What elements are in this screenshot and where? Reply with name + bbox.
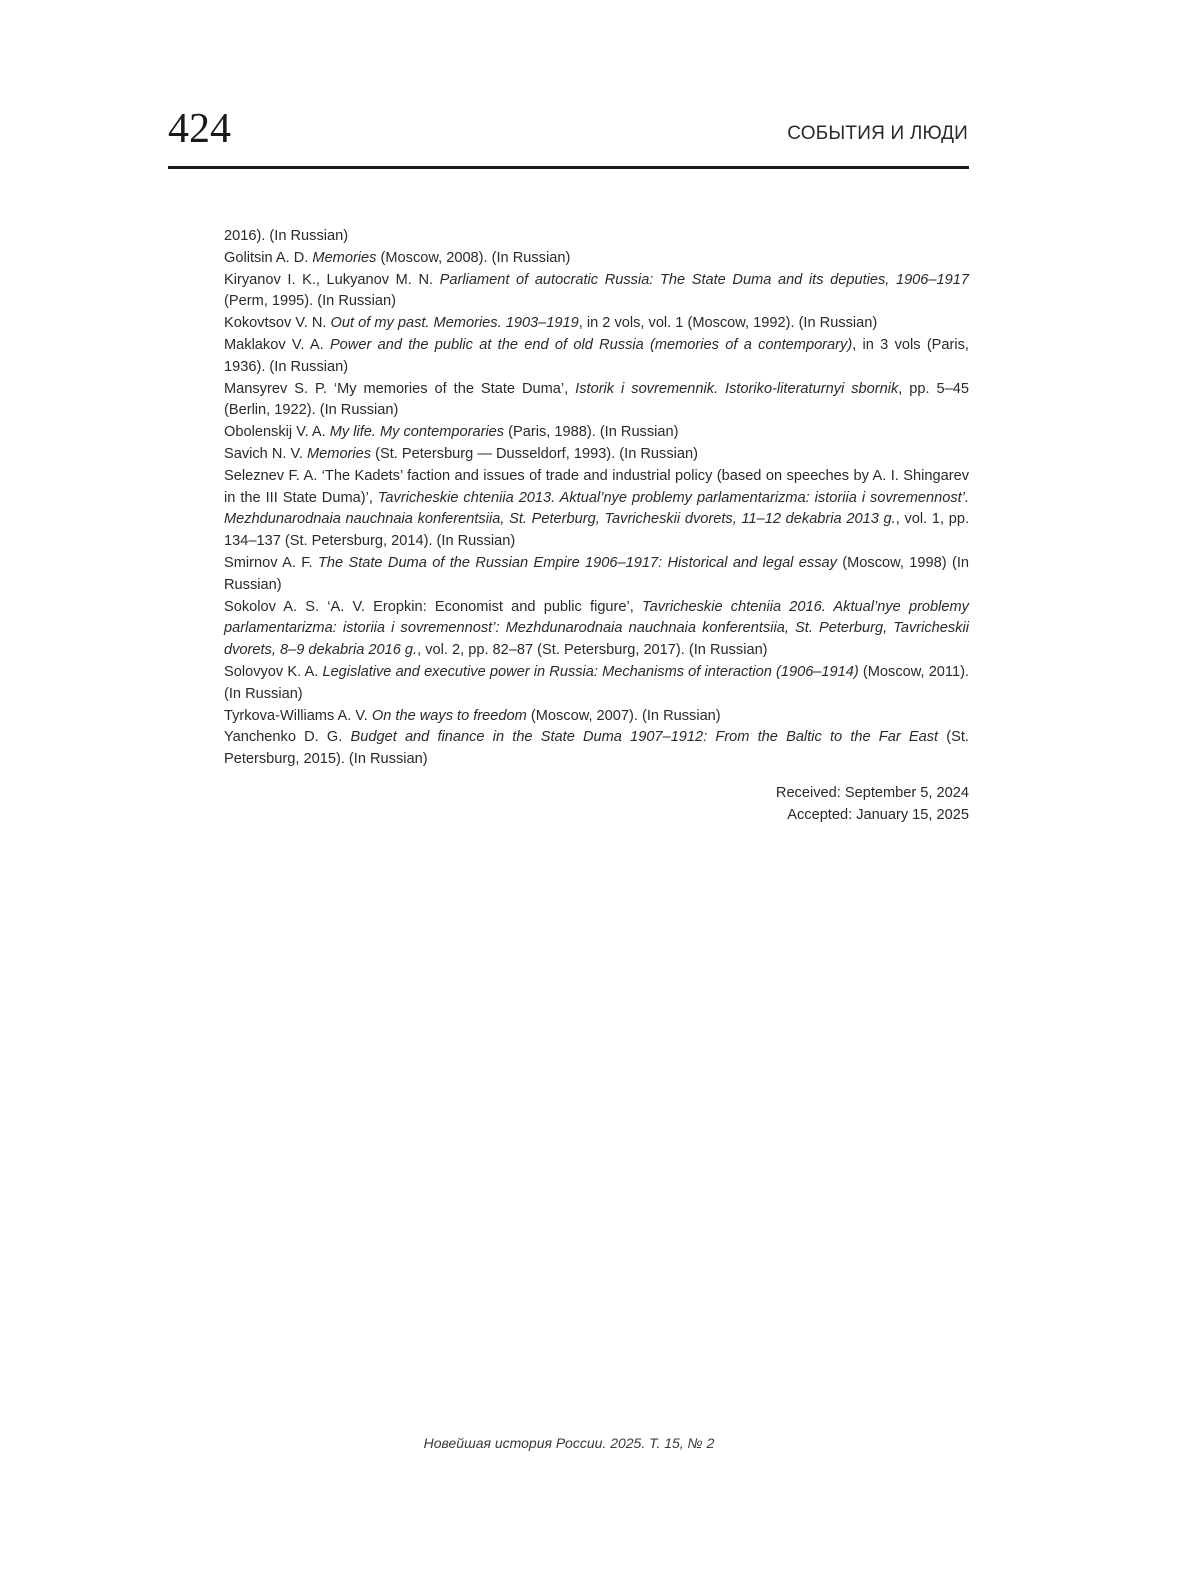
reference-entry xyxy=(224,727,969,771)
reference-text: Savich N. V. xyxy=(224,445,308,462)
reference-entry xyxy=(224,597,969,662)
reference-text: (Moscow, 1998) (In Russian) xyxy=(224,554,969,593)
reference-text: (St. Petersburg — Dusseldorf, 1993). (In Russian) xyxy=(371,445,698,462)
reference-entry xyxy=(224,248,969,270)
reference-text: , in 3 vols (Paris, 1936). (In Russian) xyxy=(224,336,969,375)
reference-title: Budget and finance in the State Duma 1907–1912: From the Baltic to the Far East xyxy=(350,729,939,746)
reference-text: , vol. 2, pp. 82–87 (St. Petersburg, 2017). (In Russian) xyxy=(417,642,768,659)
reference-text: Yanchenko D. G. xyxy=(224,729,351,746)
reference-text: Sokolov A. S. ‘A. V. Eropkin: Economist and public figure’, xyxy=(224,598,643,615)
reference-title: The State Duma of the Russian Empire 1906–1917: Historical and legal essay xyxy=(317,554,837,571)
reference-text: (St. Petersburg, 2015). (In Russian) xyxy=(224,729,969,768)
reference-text: Tyrkova-Williams A. V. xyxy=(224,707,372,724)
reference-entry xyxy=(224,444,969,466)
reference-entry xyxy=(224,270,969,314)
reference-entry xyxy=(224,313,969,335)
reference-text: , pp. 5–45 (Berlin, 1922). (In Russian) xyxy=(224,380,969,419)
reference-entry xyxy=(224,226,969,248)
reference-text: Mansyrev S. P. ‘My memories of the State Duma’, xyxy=(224,380,576,397)
reference-text: Seleznev F. A. ‘The Kadets’ faction and issues of trade and industrial policy (based on speeches by A. I. Shingarev in the III State Duma)’, xyxy=(224,467,969,506)
reference-title: Memories xyxy=(307,445,372,462)
running-head: СОБЫТИЯ И ЛЮДИ xyxy=(787,123,968,144)
reference-text: Golitsin A. D. xyxy=(224,249,313,266)
reference-title: Out of my past. Memories. 1903–1919 xyxy=(330,315,579,332)
journal-footer: Новейшая история России. 2025. Т. 15, № 2 xyxy=(423,1435,715,1451)
reference-text: Obolenskij V. A. xyxy=(224,424,330,441)
reference-title: Tavricheskie chteniia 2016. Aktual’nye problemy parlamentarizma: istoriia i sovremennost’: Mezhdunarodnaia nauchnaia konferentsiia, St. Peterburg, Tavricheskii dvorets, 8–9 dekabria 2016 g. xyxy=(224,598,969,659)
reference-entry xyxy=(224,335,969,379)
reference-list xyxy=(224,226,969,771)
reference-title: Memories xyxy=(312,249,377,266)
reference-title: My life. My contemporaries xyxy=(329,424,505,441)
reference-text: Maklakov V. A. xyxy=(224,336,330,353)
page-number: 424 xyxy=(168,106,231,152)
reference-title: Legislative and executive power in Russia: Mechanisms of interaction (1906–1914) xyxy=(322,663,859,680)
reference-text: Solovyov K. A. xyxy=(224,663,323,680)
article-dates xyxy=(776,782,969,826)
accepted-date: Accepted: January 15, 2025 xyxy=(787,807,969,823)
reference-text: Kiryanov I. K., Lukyanov M. N. xyxy=(224,271,440,288)
received-date: Received: September 5, 2024 xyxy=(775,785,969,801)
reference-entry xyxy=(224,706,969,728)
reference-text: Smirnov A. F. xyxy=(224,554,318,571)
reference-text: (Moscow, 2007). (In Russian) xyxy=(526,707,721,724)
header-rule xyxy=(168,166,969,169)
reference-text: (Moscow, 2011). (In Russian) xyxy=(224,663,969,702)
reference-title: Istorik i sovremennik. Istoriko-literaturnyi sbornik xyxy=(575,380,899,397)
reference-text: (Moscow, 2008). (In Russian) xyxy=(376,249,571,266)
reference-title: Parliament of autocratic Russia: The State Duma and its deputies, 1906–1917 xyxy=(439,271,969,288)
reference-entry xyxy=(224,379,969,423)
reference-text: (Paris, 1988). (In Russian) xyxy=(504,424,679,441)
reference-entry xyxy=(224,662,969,706)
reference-text: Kokovtsov V. N. xyxy=(224,315,331,332)
reference-text: (Perm, 1995). (In Russian) xyxy=(224,293,396,310)
reference-text: , vol. 1, pp. 134–137 (St. Petersburg, 2014). (In Russian) xyxy=(224,511,970,550)
reference-entry xyxy=(224,466,969,553)
reference-text: , in 2 vols, vol. 1 (Moscow, 1992). (In Russian) xyxy=(578,315,878,332)
reference-entry xyxy=(224,422,969,444)
reference-text: 2016). (In Russian) xyxy=(224,228,349,244)
reference-title: Tavricheskie chteniia 2013. Aktual’nye problemy parlamentarizma: istoriia i sovremennost’. Mezhdunarodnaia nauchnaia konferentsiia, St. Peterburg, Tavricheskii dvorets, 11–12 dekabria 2013 g. xyxy=(224,489,969,528)
reference-title: Power and the public at the end of old Russia (memories of a contemporary) xyxy=(329,336,853,353)
reference-entry xyxy=(224,553,969,597)
reference-title: On the ways to freedom xyxy=(371,707,527,724)
